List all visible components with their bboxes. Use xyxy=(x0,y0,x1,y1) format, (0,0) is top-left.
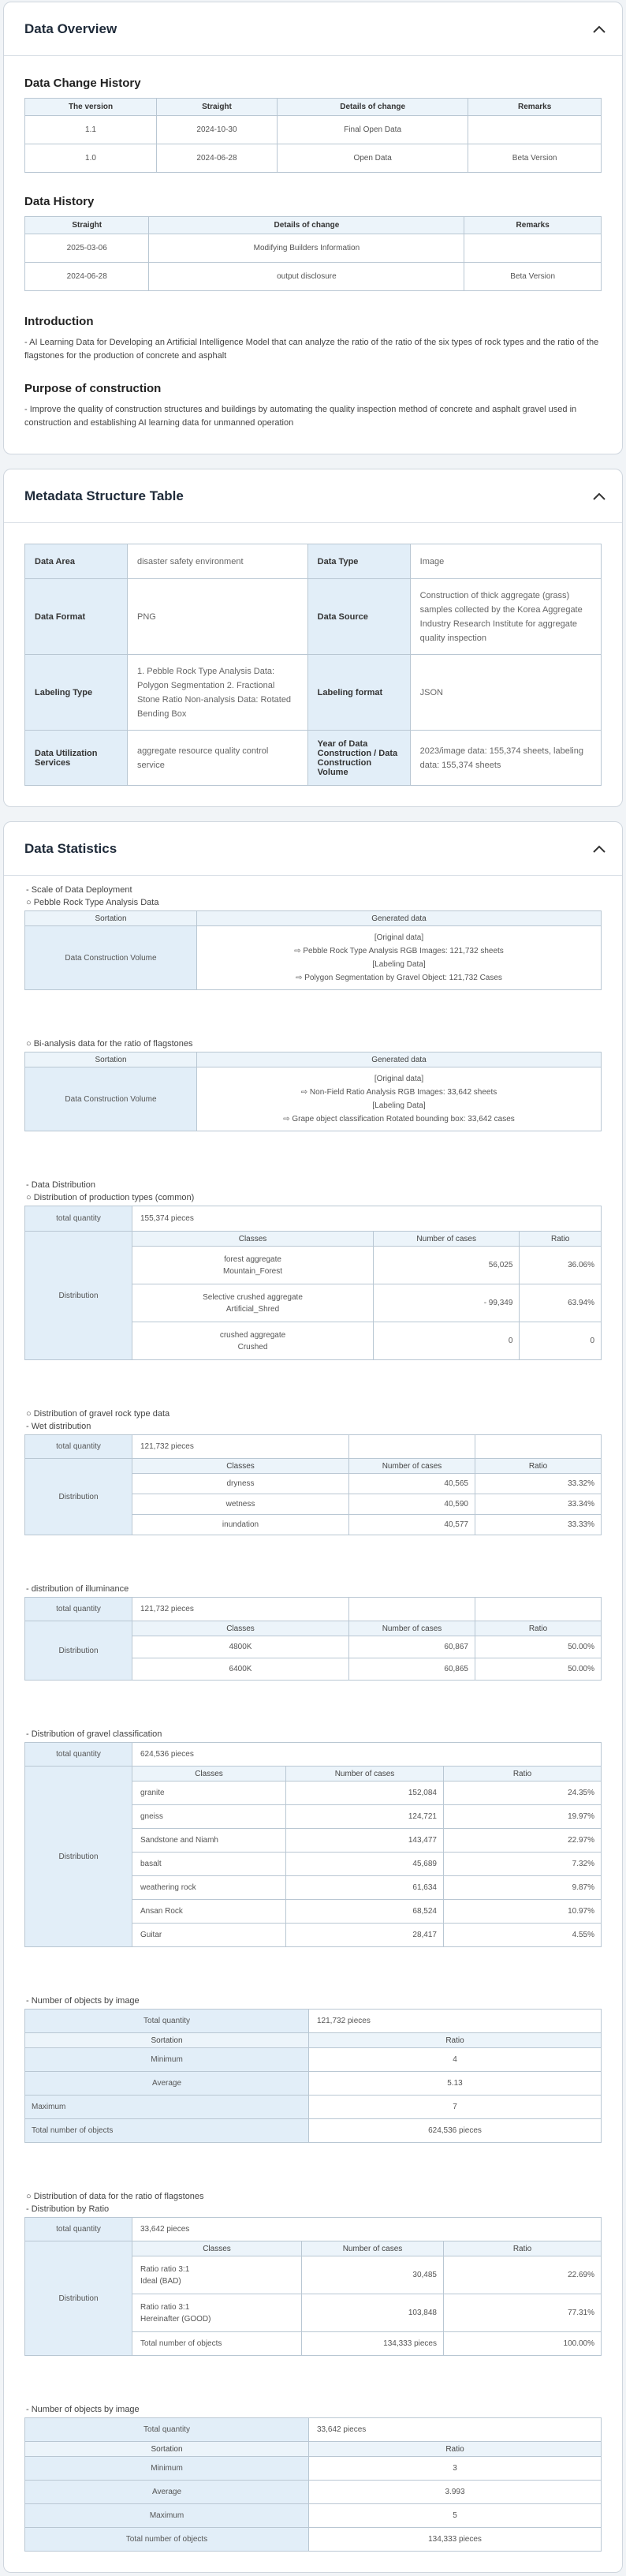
wet-table xyxy=(24,1434,602,1535)
meta-key: Year of Data Construction / Data Construction Volume xyxy=(307,731,410,786)
generated-line: [Labeling Data] xyxy=(372,1101,426,1110)
purpose-text: - Improve the quality of construction structures and buildings by automating the quality inspection method of concrete and asphalt gravel used in construction and establishing AI learning data for unmanned operation xyxy=(24,405,577,428)
table-row xyxy=(25,234,602,263)
total-label: total quantity xyxy=(25,1598,132,1621)
class-cell: Total number of objects xyxy=(132,2332,302,2356)
table-cell: Open Data xyxy=(277,144,468,173)
total-label: Total quantity xyxy=(25,2418,309,2442)
ratio-cell: 0 xyxy=(520,1322,602,1360)
generated-line: [Original data] xyxy=(374,933,424,942)
table-header: Ratio xyxy=(475,1459,602,1474)
generated-data xyxy=(197,1067,602,1131)
data-overview-header[interactable] xyxy=(4,2,622,56)
row-label: Minimum xyxy=(25,2457,309,2481)
count-cell: 30,485 xyxy=(302,2256,444,2294)
table-cell: 2024-06-28 xyxy=(157,144,278,173)
table-header: Sortation xyxy=(25,1052,197,1067)
table-header: Remarks xyxy=(464,217,602,234)
table-row xyxy=(25,544,602,579)
ratio-cell: 33.32% xyxy=(475,1474,602,1494)
ratio-table xyxy=(24,2217,602,2356)
table-header: Ratio xyxy=(444,2241,602,2256)
table-cell: Modifying Builders Information xyxy=(149,234,464,263)
table-row xyxy=(25,2096,602,2119)
table-header: Number of cases xyxy=(349,1459,475,1474)
statistics-header[interactable] xyxy=(4,822,622,876)
statistics-card xyxy=(3,821,623,2573)
ratio-cell: 36.06% xyxy=(520,1247,602,1284)
data-overview-card xyxy=(3,2,623,454)
distribution-cell: Distribution xyxy=(25,2241,132,2356)
row-label: Total number of objects xyxy=(25,2119,309,2143)
metadata-table xyxy=(24,544,602,786)
count-cell: 103,848 xyxy=(302,2294,444,2332)
table-header: Number of cases xyxy=(374,1232,520,1247)
count-cell: 56,025 xyxy=(374,1247,520,1284)
row-value: 5 xyxy=(309,2504,602,2528)
classification-table xyxy=(24,1742,602,1947)
chevron-up-icon[interactable] xyxy=(591,488,608,505)
change-history-table xyxy=(24,98,602,173)
metadata-body xyxy=(4,523,622,806)
ratio-cell: 19.97% xyxy=(444,1805,602,1829)
pebble-table xyxy=(24,910,602,990)
distribution-cell: Distribution xyxy=(25,1621,132,1681)
table-cell: 2025-03-06 xyxy=(25,234,149,263)
count-cell: - 99,349 xyxy=(374,1284,520,1322)
table-cell xyxy=(468,116,602,144)
class-cell: crushed aggregate Crushed xyxy=(132,1322,374,1360)
ratio-cell: 100.00% xyxy=(444,2332,602,2356)
meta-value: Image xyxy=(410,544,601,579)
meta-value: aggregate resource quality control service xyxy=(128,731,308,786)
table-row xyxy=(25,263,602,291)
ratio-cell: 33.33% xyxy=(475,1515,602,1535)
row-value: 7 xyxy=(309,2096,602,2119)
metadata-title: Metadata Structure Table xyxy=(24,488,184,503)
total-value: 121,732 pieces xyxy=(132,1435,349,1459)
table-row xyxy=(25,2457,602,2481)
class-cell: Guitar xyxy=(132,1924,286,1947)
table-cell: Beta Version xyxy=(464,263,602,291)
table-header: Number of cases xyxy=(302,2241,444,2256)
table-header: Classes xyxy=(132,1767,286,1782)
ratio-cell: 22.69% xyxy=(444,2256,602,2294)
count-cell: 40,577 xyxy=(349,1515,475,1535)
purpose-title: Purpose of construction xyxy=(24,382,162,395)
row-label: Minimum xyxy=(25,2048,309,2072)
table-header: Sortation xyxy=(25,2442,309,2457)
table-row xyxy=(25,655,602,731)
count-cell: 40,590 xyxy=(349,1494,475,1515)
distribution-cell: Distribution xyxy=(25,1767,132,1947)
pebble-label: ○ Pebble Rock Type Analysis Data xyxy=(26,898,159,907)
table-header: Ratio xyxy=(520,1232,602,1247)
class-cell: Selective crushed aggregate Artificial_Shred xyxy=(132,1284,374,1322)
production-table xyxy=(24,1206,602,1360)
table-row xyxy=(25,2504,602,2528)
table-row xyxy=(25,2528,602,2552)
ratio-cell: 63.94% xyxy=(520,1284,602,1322)
table-cell: 2024-06-28 xyxy=(25,263,149,291)
table-header: Ratio xyxy=(475,1621,602,1636)
distribution-cell: Distribution xyxy=(25,1232,132,1360)
table-header: Classes xyxy=(132,2241,302,2256)
row-label: Maximum xyxy=(25,2096,309,2119)
chevron-up-icon[interactable] xyxy=(591,21,608,38)
flagstone-label: ○ Distribution of data for the ratio of flagstones xyxy=(26,2192,204,2201)
count-cell: 68,524 xyxy=(286,1900,444,1924)
statistics-body xyxy=(4,876,622,2572)
count-cell: 143,477 xyxy=(286,1829,444,1853)
class-cell: forest aggregate Mountain_Forest xyxy=(132,1247,374,1284)
total-value: 121,732 pieces xyxy=(309,2010,602,2033)
table-cell: Beta Version xyxy=(468,144,602,173)
production-label: ○ Distribution of production types (common) xyxy=(26,1193,195,1202)
ratio-cell: 24.35% xyxy=(444,1782,602,1805)
table-header: The version xyxy=(25,99,157,116)
row-value: 4 xyxy=(309,2048,602,2072)
total-value: 33,642 pieces xyxy=(309,2418,602,2442)
table-row xyxy=(25,2119,602,2143)
metadata-card xyxy=(3,469,623,807)
introduction-text: - AI Learning Data for Developing an Artificial Intelligence Model that can analyze the ratio of the ratio of the six types of rock types and the ratio of the flagstones for the production of concrete and asphalt xyxy=(24,338,599,361)
bi-table xyxy=(24,1052,602,1131)
count-cell: 60,867 xyxy=(349,1636,475,1658)
count-cell: 28,417 xyxy=(286,1924,444,1947)
row-label: Total number of objects xyxy=(25,2528,309,2552)
count-cell: 0 xyxy=(374,1322,520,1360)
meta-value: PNG xyxy=(128,579,308,655)
row-label: Average xyxy=(25,2481,309,2504)
row-label: Data Construction Volume xyxy=(25,1067,197,1131)
table-cell: 1.1 xyxy=(25,116,157,144)
table-row xyxy=(25,579,602,655)
ratio-cell: 77.31% xyxy=(444,2294,602,2332)
scale-label: - Scale of Data Deployment xyxy=(26,885,132,895)
table-row xyxy=(25,1067,602,1131)
row-value: 3 xyxy=(309,2457,602,2481)
objects-table-2 xyxy=(24,2417,602,2552)
ratio-cell: 22.97% xyxy=(444,1829,602,1853)
generated-line: ⇨ Non-Field Ratio Analysis RGB Images: 33,642 sheets xyxy=(300,1088,497,1097)
class-cell: gneiss xyxy=(132,1805,286,1829)
table-header: Number of cases xyxy=(286,1767,444,1782)
table-cell: 1.0 xyxy=(25,144,157,173)
meta-key: Data Area xyxy=(25,544,128,579)
row-label: Average xyxy=(25,2072,309,2096)
meta-value: 2023/image data: 155,374 sheets, labeling data: 155,374 sheets xyxy=(410,731,601,786)
table-header: Ratio xyxy=(444,1767,602,1782)
table-cell: Final Open Data xyxy=(277,116,468,144)
table-header: Classes xyxy=(132,1459,349,1474)
class-cell: weathering rock xyxy=(132,1876,286,1900)
table-header: Ratio xyxy=(309,2442,602,2457)
illuminance-table xyxy=(24,1597,602,1681)
meta-key: Data Utilization Services xyxy=(25,731,128,786)
illuminance-label: - distribution of illuminance xyxy=(26,1584,129,1594)
table-row xyxy=(25,2072,602,2096)
class-cell: Ansan Rock xyxy=(132,1900,286,1924)
meta-key: Labeling format xyxy=(307,655,410,731)
total-value: 121,732 pieces xyxy=(132,1598,349,1621)
ratio-cell: 50.00% xyxy=(475,1658,602,1681)
table-row xyxy=(25,2048,602,2072)
meta-value: Construction of thick aggregate (grass) samples collected by the Korea Aggregate Industry Research Institute for aggregate quality inspection xyxy=(410,579,601,655)
meta-key: Data Source xyxy=(307,579,410,655)
table-header: Generated data xyxy=(197,1052,602,1067)
change-history-title: Data Change History xyxy=(24,77,141,90)
objects-label: - Number of objects by image xyxy=(26,1996,140,2006)
ratio-cell: 10.97% xyxy=(444,1900,602,1924)
table-cell: 2024-10-30 xyxy=(157,116,278,144)
total-label: total quantity xyxy=(25,1206,132,1232)
table-row xyxy=(25,116,602,144)
ratio-cell: 50.00% xyxy=(475,1636,602,1658)
table-header: Straight xyxy=(157,99,278,116)
row-value: 3.993 xyxy=(309,2481,602,2504)
total-label: total quantity xyxy=(25,1435,132,1459)
table-cell: output disclosure xyxy=(149,263,464,291)
meta-value: 1. Pebble Rock Type Analysis Data: Polygon Segmentation 2. Fractional Stone Ratio Non-analysis Data: Rotated Bending Box xyxy=(128,655,308,731)
table-header: Details of change xyxy=(277,99,468,116)
class-cell: basalt xyxy=(132,1853,286,1876)
total-value: 155,374 pieces xyxy=(132,1206,602,1232)
meta-value: disaster safety environment xyxy=(128,544,308,579)
meta-key: Data Type xyxy=(307,544,410,579)
wet-label: - Wet distribution xyxy=(26,1422,91,1431)
row-label: Data Construction Volume xyxy=(25,926,197,990)
class-cell: inundation xyxy=(132,1515,349,1535)
meta-key: Labeling Type xyxy=(25,655,128,731)
total-value: 33,642 pieces xyxy=(132,2218,602,2241)
class-cell: Sandstone and Niamh xyxy=(132,1829,286,1853)
table-header: Sortation xyxy=(25,2033,309,2048)
classification-label: - Distribution of gravel classification xyxy=(26,1729,162,1739)
metadata-header[interactable] xyxy=(4,469,622,523)
count-cell: 61,634 xyxy=(286,1876,444,1900)
class-cell: wetness xyxy=(132,1494,349,1515)
table-row xyxy=(25,926,602,990)
row-value: 134,333 pieces xyxy=(309,2528,602,2552)
table-cell xyxy=(464,234,602,263)
count-cell: 45,689 xyxy=(286,1853,444,1876)
total-label: total quantity xyxy=(25,1743,132,1767)
statistics-title: Data Statistics xyxy=(24,840,117,856)
table-header: Classes xyxy=(132,1621,349,1636)
table-header: Remarks xyxy=(468,99,602,116)
generated-line: [Original data] xyxy=(374,1075,424,1083)
table-row xyxy=(25,731,602,786)
ratio-cell: 33.34% xyxy=(475,1494,602,1515)
table-header: Number of cases xyxy=(349,1621,475,1636)
data-overview-body xyxy=(4,56,622,454)
generated-line: ⇨ Pebble Rock Type Analysis RGB Images: 121,732 sheets xyxy=(294,947,504,955)
count-cell: 40,565 xyxy=(349,1474,475,1494)
data-history-title: Data History xyxy=(24,195,95,208)
table-header: Details of change xyxy=(149,217,464,234)
data-history-table xyxy=(24,216,602,291)
count-cell: 152,084 xyxy=(286,1782,444,1805)
ratio-cell: 9.87% xyxy=(444,1876,602,1900)
table-header: Classes xyxy=(132,1232,374,1247)
total-label: total quantity xyxy=(25,2218,132,2241)
count-cell: 134,333 pieces xyxy=(302,2332,444,2356)
table-row xyxy=(25,2481,602,2504)
distribution-cell: Distribution xyxy=(25,1459,132,1535)
generated-data xyxy=(197,926,602,990)
data-overview-title: Data Overview xyxy=(24,21,117,36)
ratio-cell: 7.32% xyxy=(444,1853,602,1876)
total-value: 624,536 pieces xyxy=(132,1743,602,1767)
table-header: Ratio xyxy=(309,2033,602,2048)
distribution-label: - Data Distribution xyxy=(26,1180,96,1190)
generated-line: ⇨ Grape object classification Rotated bounding box: 33,642 cases xyxy=(283,1115,515,1123)
class-cell: 6400K xyxy=(132,1658,349,1681)
bi-label: ○ Bi-analysis data for the ratio of flagstones xyxy=(26,1039,193,1049)
introduction-title: Introduction xyxy=(24,315,94,328)
gravel-label: ○ Distribution of gravel rock type data xyxy=(26,1409,170,1419)
row-value: 624,536 pieces xyxy=(309,2119,602,2143)
table-row xyxy=(25,144,602,173)
class-cell: 4800K xyxy=(132,1636,349,1658)
count-cell: 124,721 xyxy=(286,1805,444,1829)
row-value: 5.13 xyxy=(309,2072,602,2096)
ratio-label: - Distribution by Ratio xyxy=(26,2204,110,2214)
count-cell: 60,865 xyxy=(349,1658,475,1681)
objects-table xyxy=(24,2009,602,2143)
table-header: Generated data xyxy=(197,911,602,926)
table-header: Sortation xyxy=(25,911,197,926)
chevron-up-icon[interactable] xyxy=(591,840,608,858)
objects-label: - Number of objects by image xyxy=(26,2405,140,2414)
class-cell: Ratio ratio 3:1 Hereinafter (GOOD) xyxy=(132,2294,302,2332)
class-cell: dryness xyxy=(132,1474,349,1494)
table-header: Straight xyxy=(25,217,149,234)
class-cell: granite xyxy=(132,1782,286,1805)
meta-key: Data Format xyxy=(25,579,128,655)
generated-line: ⇨ Polygon Segmentation by Gravel Object: 121,732 Cases xyxy=(296,974,502,982)
meta-value: JSON xyxy=(410,655,601,731)
row-label: Maximum xyxy=(25,2504,309,2528)
ratio-cell: 4.55% xyxy=(444,1924,602,1947)
generated-line: [Labeling Data] xyxy=(372,960,426,969)
total-label: Total quantity xyxy=(25,2010,309,2033)
class-cell: Ratio ratio 3:1 Ideal (BAD) xyxy=(132,2256,302,2294)
